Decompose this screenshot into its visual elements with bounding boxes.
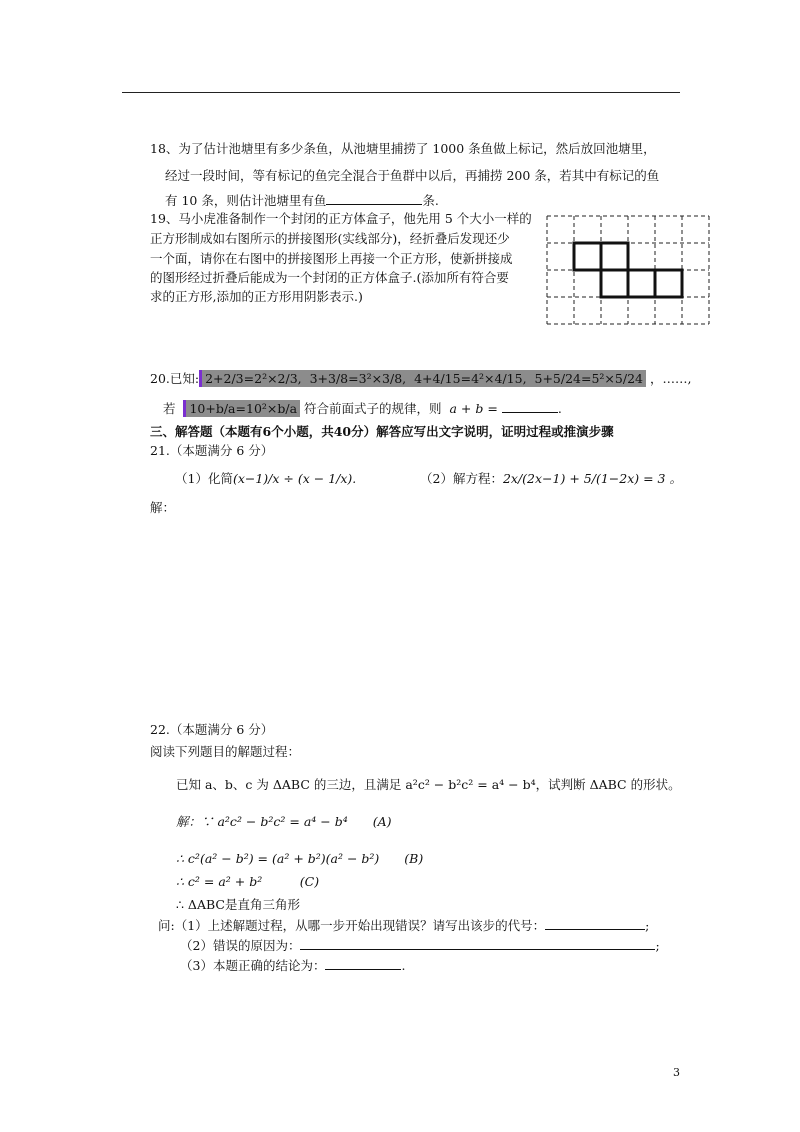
q20-end: .	[557, 401, 562, 416]
q19-line3: 一个面，请你在右图中的拼接图形上再接一个正方形，使新拼接成	[150, 251, 513, 266]
q19-line5: 求的正方形,添加的正方形用阴影表示.)	[150, 289, 363, 304]
q22-ask2-blank[interactable]	[300, 937, 655, 950]
q22-ask1-text: 问:（1）上述解题过程，从哪一步开始出现错误？请写出该步的代号：	[158, 918, 546, 933]
q22-ask3: （3）本题正确的结论为： .	[180, 958, 406, 973]
q20-tail: ，……,	[649, 371, 692, 386]
net-square	[574, 243, 601, 270]
section-3-heading: 三、解答题（本题有6个小题，共40分）解答应写出文字说明，证明过程或推演步骤	[150, 424, 614, 439]
q19-grid-figure[interactable]	[545, 214, 711, 328]
q19-line1: 19、马小虎准备制作一个封闭的正方体盒子，他先用 5 个大小一样的	[150, 211, 532, 226]
q21-part1	[175, 471, 356, 487]
q18-line3-end: 条.	[422, 193, 439, 208]
q20-mid: 符合前面式子的规律，则	[304, 401, 442, 416]
q22-ask1-semicolon: ;	[645, 918, 650, 933]
q22-given: 已知 a、b、c 为 ΔABC 的三边，且满足 a²c² − b²c² = a⁴ − b⁴，试判断 ΔABC 的形状。	[176, 777, 681, 792]
q22-step-d: ∴ ΔABC是直角三角形	[176, 897, 300, 912]
q22-ask1-blank[interactable]	[545, 917, 645, 930]
q21-part2-expr: 2x/(2x−1) + 5/(1−2x) = 3 。	[502, 471, 682, 486]
q22-ask2	[180, 937, 660, 954]
q22-ask1	[158, 917, 649, 934]
q21-answer-label: 解：	[150, 500, 176, 515]
q18-answer-blank[interactable]	[326, 192, 422, 205]
q20-formula-2: 3+3/8=3²×3/8,	[309, 371, 407, 386]
q22-ask2-semicolon: ;	[655, 938, 660, 953]
q20-prefix: 20.已知:	[150, 371, 200, 386]
q20-condition: 10+b/a=10²×b/a	[183, 400, 300, 417]
q18-line2: 经过一段时间，等有标记的鱼完全混合于鱼群中以后，再捕捞 200 条，若其中有标记的鱼	[165, 168, 660, 183]
q20-formula-3: 4+4/15=4²×4/15,	[414, 371, 527, 386]
top-rule	[122, 92, 680, 93]
q21-part2	[420, 471, 682, 487]
q22-step-a: 解：∵ a²c² − b²c² = a⁴ − b⁴ (A)	[176, 814, 392, 829]
q21-part2-label: （2）解方程：	[420, 471, 503, 486]
net-square	[601, 243, 628, 270]
q22-ask3-blank[interactable]	[325, 957, 401, 970]
q22-step-b: ∴ c²(a² − b²) = (a² + b²)(a² − b²) (B)	[176, 851, 424, 866]
q18-line1: 18、为了估计池塘里有多少条鱼，从池塘里捕捞了 1000 条鱼做上标记，然后放回池塘里，	[150, 141, 656, 156]
q22-ask2-text: （2）错误的原因为：	[180, 938, 301, 953]
net-square	[655, 270, 682, 297]
net-squares	[574, 243, 682, 297]
q20-expr: a + b =	[449, 401, 498, 416]
net-square	[601, 270, 628, 297]
q20-formula-1: 2+2/3=2²×2/3,	[205, 371, 302, 386]
q22-ask3-text: （3）本题正确的结论为：	[180, 958, 326, 973]
q20-line2	[163, 400, 562, 417]
q21-part1-expr: (x−1)/x ÷ (x − 1/x).	[232, 471, 357, 486]
q21-title: 21.（本题满分 6 分）	[150, 443, 274, 458]
q22-title: 22.（本题满分 6 分）	[150, 722, 274, 737]
q18-line3	[165, 192, 439, 209]
page-number: 3	[673, 1066, 680, 1079]
q20-formula-4: 5+5/24=5²×5/24	[534, 371, 643, 386]
q20-line1	[150, 371, 691, 387]
q20-if: 若	[163, 401, 176, 416]
q18-line3-text: 有 10 条，则估计池塘里有鱼	[165, 193, 327, 208]
q21-part1-label: （1）化简	[175, 471, 233, 486]
q19-line4: 的图形经过折叠后能成为一个封闭的正方体盒子.(添加所有符合要	[150, 270, 509, 285]
q20-formulas	[199, 370, 646, 387]
q19-line2: 正方形制成如右图所示的拼接图形(实线部分)，经折叠后发现还少	[150, 231, 510, 246]
q22-step-c: ∴ c² = a² + b² (C)	[176, 874, 320, 889]
net-square	[628, 270, 655, 297]
q20-answer-blank[interactable]	[502, 400, 558, 413]
q22-intro: 阅读下列题目的解题过程：	[150, 744, 301, 759]
